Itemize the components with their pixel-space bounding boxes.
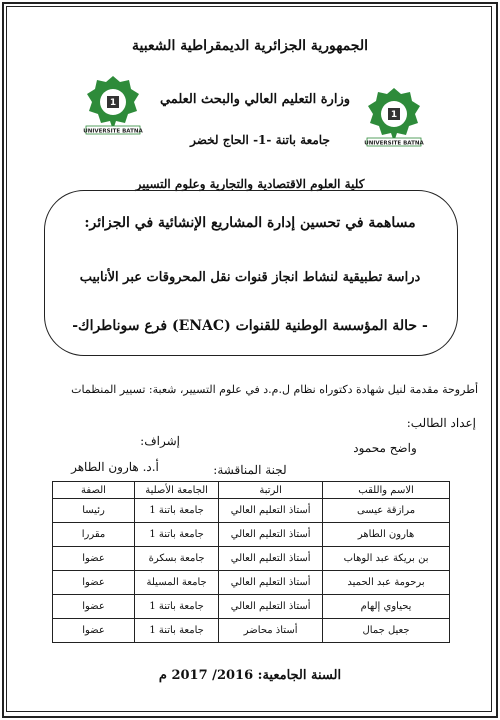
ministry-heading: وزارة التعليم العالي والبحث العلمي [159,92,351,107]
column-header-rank: الرتبة [219,482,323,499]
academic-year: السنة الجامعية: 2016/ 2017 م [158,668,342,683]
table-row [53,547,450,571]
university-name: جامعة باتنة -1- الحاج لخضر [190,133,330,147]
faculty-name: كلية العلوم الاقتصادية والتجارية وعلوم التسيير [135,177,365,191]
table-row [53,523,450,547]
member-university: جامعة باتنة 1 [135,523,219,547]
logo-caption: UNIVERSITE BATNA [364,140,424,147]
member-name: جعيل جمال [323,619,450,643]
committee-heading: لجنة المناقشة: [213,463,287,477]
university-logo-left [82,72,144,136]
supervisor-label: إشراف: [140,434,180,448]
table-row [53,595,450,619]
member-role: رئيسا [53,499,135,523]
member-name: يحياوي إلهام [323,595,450,619]
table-row [53,571,450,595]
thesis-title-line-2: دراسة تطبيقية لنشاط انجاز قنوات نقل المحروقات عبر الأنابيب [79,270,421,285]
member-role: عضوا [53,571,135,595]
member-role: عضوا [53,595,135,619]
student-name: واضح محمود [353,441,417,455]
column-header-role: الصفة [53,482,135,499]
member-rank: أستاذ التعليم العالي [219,499,323,523]
member-university: جامعة بسكرة [135,547,219,571]
committee-table [52,481,450,643]
member-name: هارون الطاهر [323,523,450,547]
member-name: مرازقة عيسى [323,499,450,523]
member-rank: أستاذ التعليم العالي [219,523,323,547]
republic-heading: الجمهورية الجزائرية الديمقراطية الشعبية [131,38,368,54]
member-university: جامعة باتنة 1 [135,595,219,619]
logo-number: 1 [109,98,117,108]
member-role: مقررا [53,523,135,547]
member-name: برحومة عبد الحميد [323,571,450,595]
column-header-name: الاسم واللقب [323,482,450,499]
member-rank: أستاذ محاضر [219,619,323,643]
member-university: جامعة المسيلة [135,571,219,595]
table-row [53,499,450,523]
member-university: جامعة باتنة 1 [135,619,219,643]
member-role: عضوا [53,619,135,643]
member-role: عضوا [53,547,135,571]
member-name: بن بريكة عبد الوهاب [323,547,450,571]
thesis-statement: أطروحة مقدمة لنيل شهادة دكتوراه نظام ل.م.د في علوم التسيير، شعبة: تسيير المنظمات [71,383,478,396]
thesis-title-line-3: - حالة المؤسسة الوطنية للقنوات (ENAC) فرع سوناطراك- [72,318,428,334]
thesis-title-line-1: مساهمة في تحسين إدارة المشاريع الإنشائية في الجزائر: [84,215,416,231]
logo-caption: UNIVERSITE BATNA [83,128,143,135]
member-rank: أستاذ التعليم العالي [219,571,323,595]
member-university: جامعة باتنة 1 [135,499,219,523]
university-logo-right [363,84,425,148]
logo-number: 1 [390,110,398,120]
table-row [53,619,450,643]
committee-header-row [53,482,450,499]
member-rank: أستاذ التعليم العالي [219,595,323,619]
member-rank: أستاذ التعليم العالي [219,547,323,571]
student-label: إعداد الطالب: [406,416,476,430]
supervisor-name: أ.د. هارون الطاهر [71,460,159,474]
column-header-university: الجامعة الأصلية [135,482,219,499]
